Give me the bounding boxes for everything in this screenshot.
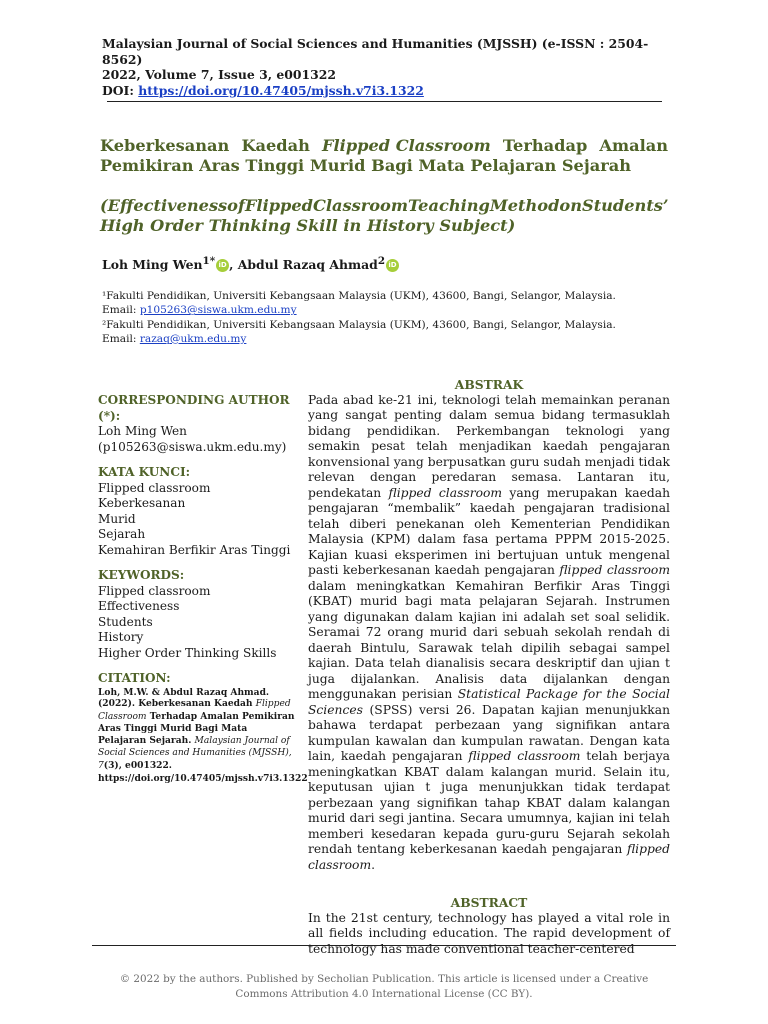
abstrak-body [308,393,670,874]
citation-segment: (3), e001322. https://doi.org/10.47405/mjssh.v7i3.1322 [98,760,308,784]
corresponding-name: Loh Ming Wen [98,424,187,438]
email-link[interactable]: razaq@ukm.edu.my [139,332,247,345]
keyword-item: Kemahiran Berfikir Aras Tinggi [98,542,291,557]
email-label: Email: [102,304,140,317]
section-heading: KATA KUNCI: [98,465,191,479]
footer-divider [92,945,676,946]
author-superscript: 1* [202,255,216,267]
citation-section [98,671,308,784]
keywords-section [98,568,298,661]
title-word: Flipped Classroom [322,136,491,155]
title-word: of [227,196,245,215]
abstract-heading: ABSTRACT [450,895,528,910]
abstrak-segment: flipped classroom [388,485,503,500]
header-divider [107,101,662,102]
abstrak-segment: flipped classroom [308,842,670,872]
abstract-body: In the 21st century, technology has played a vital role in all fields including education. The rapid development of technology has made conventional teacher-centered [308,910,670,956]
orcid-icon[interactable]: iD [216,259,229,272]
section-heading: KEYWORDS: [98,568,185,582]
abstrak-segment: (SPSS) versi 26. Dapatan kajian menunjukkan bahawa terdapat perbezaan yang signifikan antara kumpulan kawalan dan kumpulan rawatan. Dengan kata lain, kaedah pengajaran [308,702,670,763]
abstrak-segment: flipped classroom [559,563,670,577]
citation-text [98,686,308,785]
section-heading: CITATION: [98,671,171,685]
journal-header [102,36,682,98]
abstrak-heading: ABSTRAK [454,377,524,392]
citation-segment: Malaysian Journal of Social Sciences and Humanities (MJSSH), 7 [98,735,292,772]
keyword-item: Higher Order Thinking Skills [98,645,277,660]
affiliation-email [102,332,682,346]
citation-segment: Loh, M.W. & Abdul Razaq Ahmad. (2022). Keberkesanan Kaedah [98,686,270,710]
title-malay-line2: Pemikiran Aras Tinggi Murid Bagi Mata Pelajaran Sejarah [100,156,631,175]
keyword-item: Flipped classroom [98,583,211,598]
affiliation-text: ¹Fakulti Pendidikan, Universiti Kebangsaan Malaysia (UKM), 43600, Bangi, Selangor, Malaysia. [102,290,616,302]
abstrak-segment: Statistical Package for the Social Sciences [308,687,670,717]
abstrak-segment: telah berjaya meningkatkan KBAT dalam kalangan murid. Selain itu, keputusan ujian t juga menunjukkan tidak terdapat perbezaan yang signifikan tahap KBAT dalam kalangan murid dari segi jantina. Secara umumnya, kajian ini telah memberi kesedaran kepada guru-guru Sejarah sekolah rendah tentang keberkesanan kaedah pengajaran [308,749,671,856]
title-word: Amalan [599,136,668,155]
license-line: © 2022 by the authors. Published by Secholian Publication. This article is licensed under a Creative [119,973,649,985]
keyword-item: Murid [98,511,136,526]
keyword-item: Sejarah [98,527,146,541]
affiliation-text: ²Fakulti Pendidikan, Universiti Kebangsaan Malaysia (UKM), 43600, Bangi, Selangor, Malaysia. [102,318,616,331]
affiliations [102,289,682,346]
journal-issue: 2022, Volume 7, Issue 3, e001322 [102,67,336,82]
title-word: Terhadap [502,136,588,155]
abstrak-segment: yang merupakan kaedah pengajaran “membalik” kaedah pengajaran tradisional telah diberi penekanan oleh Kementerian Pendidikan Malaysia (KPM) dalam fasa pertama PPPM 2015-2025. Kajian kuasi eksperimen ini bertujuan untuk mengenal pasti keberkesanan kaedah pengajaran [308,485,670,577]
keyword-item: Keberkesanan [98,496,186,510]
author-list [102,255,399,272]
abstrak-segment: dalam meningkatkan Kemahiran Berfikir Aras Tinggi (KBAT) murid bagi mata pelajaran Sejarah. Instrumen yang digunakan dalam kajian ini adalah set soal selidik. Seramai 72 orang murid dari sebuah sekolah rendah di daerah Bintulu, Sarawak telah dipilih sebagai sampel kajian. Data telah dianalisis secara deskriptif dan ujian t juga dijalankan. Analisis data dijalankan dengan menggunakan perisian [308,578,670,701]
affiliation-email [102,303,682,317]
abstrak-segment: Pada abad ke-21 ini, teknologi telah memainkan peranan yang sangat penting dalam semua bidang termasuklah bidang pendidikan. Perkembangan teknologi yang semakin pesat telah menjadikan kaedah pengajaran konvensional yang berpusatkan guru sudah menjadi tidak relevan dengan peredaran semasa. Lantaran itu, pendekatan [308,392,670,500]
abstract-column [308,377,670,957]
section-heading: CORRESPONDING AUTHOR (*): [98,393,290,423]
keyword-item: Effectiveness [98,599,180,613]
email-link[interactable]: p105263@siswa.ukm.edu.my [139,304,297,317]
corresponding-author-section [98,393,298,455]
keyword-item: History [98,630,144,644]
journal-name: Malaysian Journal of Social Sciences and Humanities (MJSSH) (e-ISSN : 2504-8562) [102,36,649,67]
title-word: Classroom [312,196,408,215]
title-word: Flipped [244,196,313,215]
title-malay-line1 [100,136,668,156]
title-english [100,196,668,236]
title-malay [100,136,668,176]
keyword-item: Students [98,614,153,629]
orcid-icon[interactable]: iD [386,259,399,272]
kata-kunci-section [98,465,298,558]
citation-segment: Terhadap Amalan Pemikiran Aras Tinggi Murid Bagi Mata Pelajaran Sejarah. [98,710,295,746]
email-label: Email: [102,332,140,345]
author-superscript: 2 [377,255,385,267]
license-footer [100,972,668,1001]
title-word: Teaching [407,196,490,215]
title-word: Method [489,196,560,215]
title-word: Keberkesanan [100,136,230,155]
doi-line [102,83,682,99]
license-line: Commons Attribution 4.0 International License (CC BY). [235,987,533,1000]
title-word: Kaedah [241,136,310,155]
doi-label: DOI: [102,82,134,98]
author-name: Abdul Razaq Ahmad [237,257,378,273]
sidebar [98,393,308,794]
title-english-line1 [100,196,668,216]
author-name: Loh Ming Wen [102,257,203,273]
title-english-line2: High Order Thinking Skill in History Subject) [100,216,516,235]
citation-segment: Flipped Classroom [98,699,291,722]
keyword-item: Flipped classroom [98,480,211,495]
doi-link[interactable]: https://doi.org/10.47405/mjssh.v7i3.1322 [138,82,424,98]
title-word: Students’ [582,196,669,215]
title-word: (Effectiveness [100,196,228,215]
abstrak-segment: flipped classroom [468,749,581,763]
title-word: on [559,196,582,215]
author-separator: , [229,257,238,273]
abstrak-segment: . [371,857,376,872]
corresponding-email: (p105263@siswa.ukm.edu.my) [98,439,287,454]
